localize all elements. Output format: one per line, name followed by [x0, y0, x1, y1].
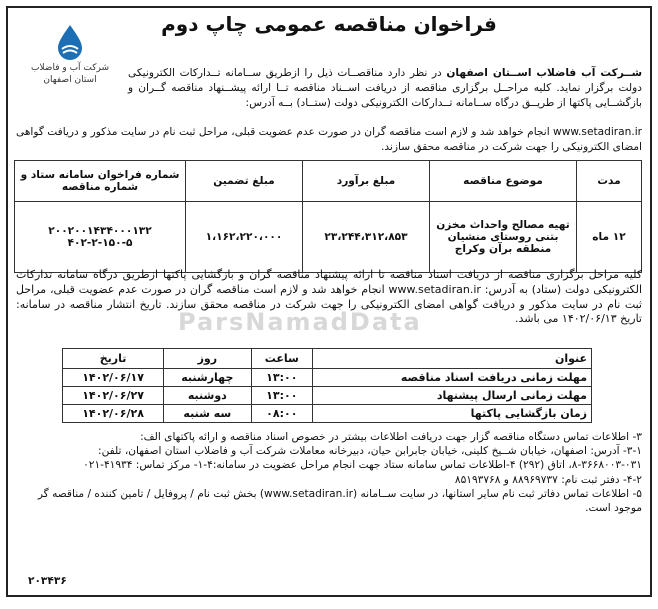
contact-line: ۴-۲- دفتر ثبت نام: ۸۸۹۶۹۷۳۷ و ۸۵۱۹۳۷۶۸ [454, 473, 642, 486]
schedule-header-date: تاریخ [63, 349, 164, 369]
cell-guarantee: ۱،۱۶۲،۲۲۰،۰۰۰ [186, 202, 303, 273]
schedule-table [62, 348, 592, 423]
procedure-paragraph: کلیه مراحل برگزاری مناقصه از دریافت اسناد مناقصه تا ارائه پیشنهاد مناقصه گران و بازگشایی پاکتها ازطریق درگاه سامانه تدارکات الکترونیکی دولت (ستاد) به آدرس: www.setadiran.ir انجام خواهد شد و لازم است مناقصه گران در صورت عدم عضویت قبلی، مراحل ثبت نام در سایت مذکور و دریافت گواهی امضای الکترونیکی را جهت شرکت در مناقصه محقق سازند. تاریخ انتشار مناقصه در سامانه: تاریخ ۱۴۰۲/۰۶/۱۳ می باشد. [16, 268, 643, 326]
schedule-title: زمان بازگشایی پاکتها [313, 405, 592, 423]
contact-line: ۵- اطلاعات تماس دفاتر ثبت نام سایر استانها، در سایت ســامانه (www.setadiran.ir) بخش ثبت نام / پروفایل / تامین کننده / مناقصه گر موجود است. [37, 487, 642, 515]
schedule-day: دوشنبه [164, 387, 251, 405]
logo-text-1: شرکت آب و فاضلاب [30, 63, 110, 73]
schedule-date: ۱۴۰۲/۰۶/۲۸ [63, 405, 164, 423]
water-drop-icon [50, 22, 90, 62]
intro-text-1: در نظر دارد مناقصــات ذیل را ازطریق ســامانه تــدارکات الکترونیکی دولت برگزار نماید. کلیه مراحــل برگزاری مناقصه از دریافت اســناد مناقصه تــا ارائه پیشــنهاد مناقصه گــران و بازگشــایی پاکتها از طریــق درگاه ســامانه تــدارکات الکترونیکی دولت (ستــاد) بــه آدرس: [128, 67, 642, 109]
ad-code: ۲۰۳۴۳۶ [28, 575, 67, 587]
schedule-header-time: ساعت [251, 349, 313, 369]
table-row [15, 202, 642, 273]
company-logo [22, 22, 118, 86]
cell-duration: ۱۲ ماه [577, 202, 642, 273]
page-title: فراخوان مناقصه عمومی چاپ دوم [161, 12, 497, 36]
schedule-time: ۰۸:۰۰ [251, 405, 313, 423]
table-row [63, 369, 592, 387]
header-subject: موضوع مناقصه [430, 161, 577, 202]
header-guarantee: مبلغ تضمین [186, 161, 303, 202]
header-estimate: مبلغ برآورد [303, 161, 430, 202]
tender-notice [6, 6, 652, 597]
tender-table [14, 160, 642, 273]
schedule-day: چهارشنبه [164, 369, 251, 387]
logo-text-2: استان اصفهان [43, 75, 97, 85]
watermark: ParsNamadData [178, 308, 422, 336]
cell-number [15, 202, 186, 273]
intro-paragraph [128, 66, 642, 110]
schedule-title: مهلت زمانی دریافت اسناد مناقصه [313, 369, 592, 387]
header-duration: مدت [577, 161, 642, 202]
contact-info [16, 430, 642, 515]
schedule-header-day: روز [164, 349, 251, 369]
schedule-title: مهلت زمانی ارسال پیشنهاد [313, 387, 592, 405]
table-row [63, 405, 592, 423]
contact-line: ۳-۱- آدرس: اصفهان، خیابان شــیخ کلینی، خیابان جابرابن حیان، دبیرخانه معاملات شرکت آب و فاضلاب استان اصفهان، تلفن: [98, 445, 642, 458]
contact-line: ۸-۳۶۶۸۰۰۳-۰۳۱، اتاق (۲۹۲) ۴-اطلاعات تماس سامانه ستاد جهت انجام مراحل عضویت در سامانه:۴-۱- مرکز تماس: ۴۱۹۳۴-۰۲۱ [83, 459, 642, 472]
company-name: شــرکت آب فاضلاب اســتان اصفهان [446, 67, 642, 79]
schedule-date: ۱۴۰۲/۰۶/۱۷ [63, 369, 164, 387]
intro-paragraph-2: www.setadiran.ir انجام خواهد شد و لازم است مناقصه گران در صورت عدم عضویت قبلی، مراحل ثبت نام در سایت مذکور و دریافت گواهی امضای الکترونیکی را جهت شرکت در مناقصه محقق سازند. [16, 126, 642, 153]
table-row [63, 387, 592, 405]
header-number: شماره فراخوان سامانه ستاد و شماره مناقصه [15, 161, 186, 202]
contact-line: ۳- اطلاعات تماس دستگاه مناقصه گزار جهت دریافت اطلاعات بیشتر در خصوص اسناد مناقصه و ارائه پاکتهای الف: [140, 431, 642, 443]
schedule-date: ۱۴۰۲/۰۶/۲۷ [63, 387, 164, 405]
tender-number: ۲۰۰۲۰۰۱۴۳۴۰۰۰۱۳۲ [48, 225, 152, 237]
schedule-day: سه شنبه [164, 405, 251, 423]
cell-subject: تهیه مصالح واحداث مخزن بتنی روستای منشیان منطقه برآن وکراج [430, 202, 577, 273]
cell-estimate: ۲۳،۲۴۴،۳۱۲،۸۵۳ [303, 202, 430, 273]
schedule-time: ۱۳:۰۰ [251, 369, 313, 387]
schedule-header-title: عنوان [313, 349, 592, 369]
tender-number-2: ۴۰۲-۲-۱۵۰-۵ [67, 237, 133, 249]
schedule-time: ۱۳:۰۰ [251, 387, 313, 405]
